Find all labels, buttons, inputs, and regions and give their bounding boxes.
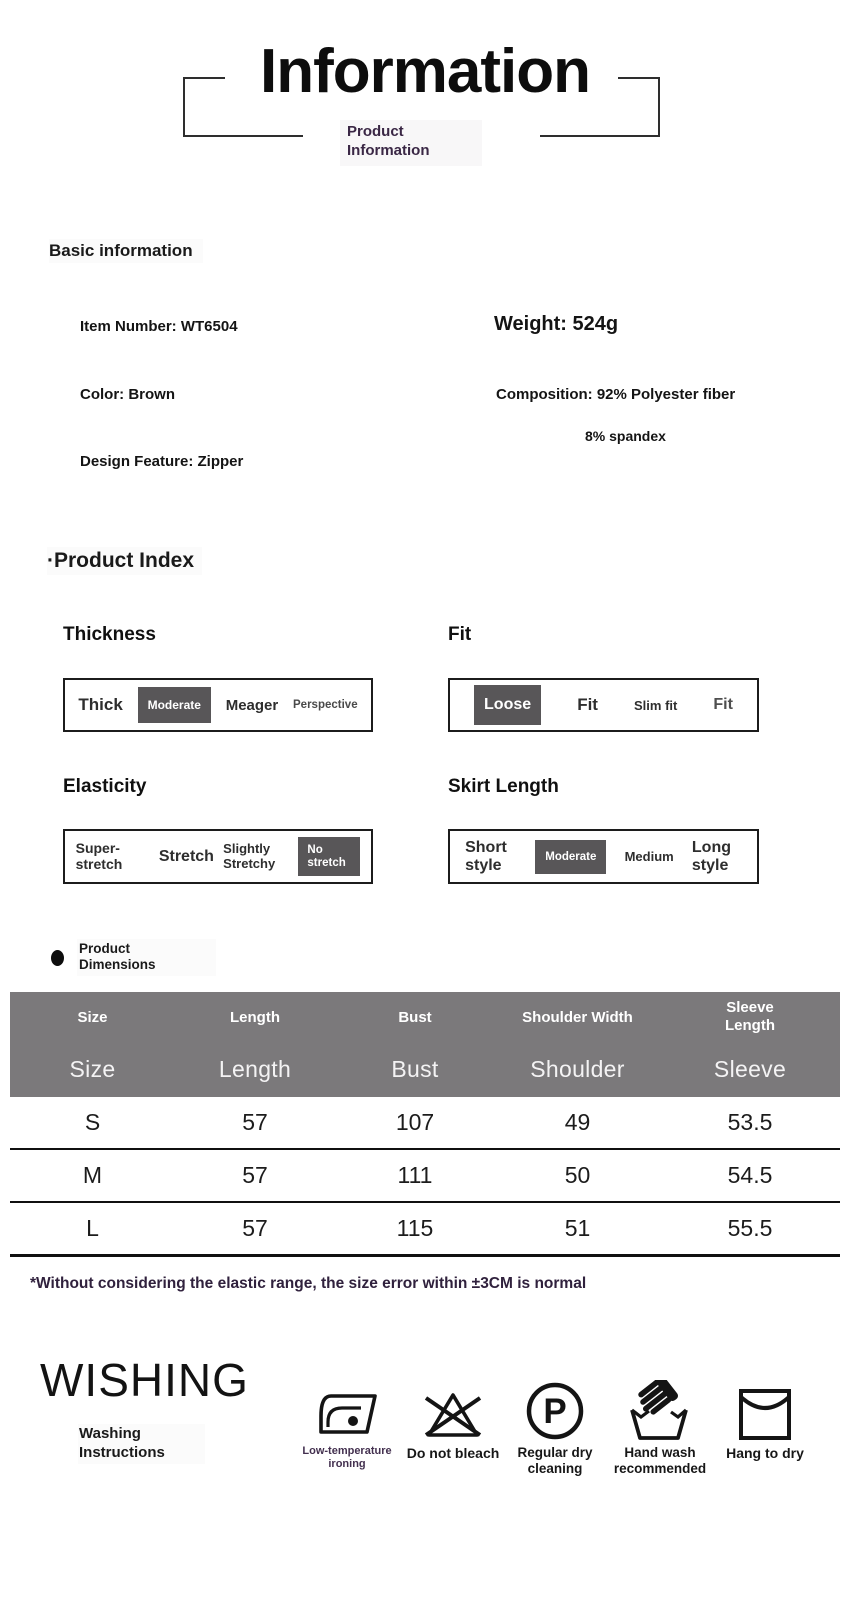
- care-label: Hang to dry: [726, 1445, 804, 1461]
- table-header-cell: Size: [77, 1008, 108, 1026]
- table-cell: 115: [396, 1215, 434, 1241]
- title-bracket-right-top: [618, 77, 660, 79]
- thickness-option: Perspective: [293, 699, 358, 711]
- title-bracket-left-top: [183, 77, 225, 79]
- table-header-cell: Length: [230, 1008, 280, 1026]
- table-header-cell: [660, 999, 840, 1035]
- weight-value: Weight: 524g: [494, 313, 619, 335]
- table-cell: 53.5: [727, 1109, 773, 1135]
- item-number-value: Item Number: WT6504: [80, 318, 238, 335]
- table-cell: 107: [395, 1109, 435, 1135]
- product-dimensions-heading: [77, 939, 216, 976]
- table-header-cell-text: Sleeve Length: [725, 999, 775, 1034]
- washing-heading-line: Instructions: [79, 1443, 165, 1461]
- fit-scale: [448, 678, 759, 732]
- elasticity-option: Slightly Stretchy: [223, 840, 276, 871]
- care-label: Hand wash recommended: [613, 1445, 707, 1476]
- table-header-cell: Shoulder: [530, 1056, 625, 1082]
- washing-heading-line: Washing: [79, 1425, 141, 1442]
- skirt-length-option: Long style: [691, 838, 731, 874]
- table-cell: 49: [564, 1109, 591, 1135]
- table-header-cell: Shoulder Width: [522, 1008, 633, 1026]
- composition-value-2: 8% spandex: [585, 428, 666, 444]
- elasticity-scale: [63, 829, 373, 884]
- table-cell: M: [82, 1162, 103, 1188]
- skirt-length-option-selected: Moderate: [535, 840, 606, 874]
- care-item-dry-clean: [497, 1358, 613, 1476]
- bullet-icon: [51, 950, 64, 966]
- table-cell: 50: [564, 1162, 591, 1188]
- dimensions-heading-line: Product: [79, 941, 131, 956]
- dimensions-heading-line: Dimensions: [79, 957, 156, 973]
- care-item-bleach: [395, 1358, 511, 1461]
- title-bracket-left-bottom: [183, 135, 303, 137]
- skirt-length-option: Short style: [465, 838, 507, 874]
- dry-clean-letter: P: [543, 1392, 567, 1431]
- subtitle-line: Information: [347, 141, 430, 159]
- basic-information-heading: Basic information: [49, 239, 203, 263]
- size-table: [10, 992, 840, 1257]
- thickness-option: Meager: [225, 696, 279, 714]
- page-subtitle: [340, 120, 482, 166]
- table-cell: 57: [242, 1109, 268, 1135]
- skirt-length-option: Medium: [624, 849, 674, 864]
- iron-icon: [314, 1358, 380, 1442]
- fit-title: Fit: [448, 624, 472, 645]
- table-row-size-l: [10, 1201, 840, 1254]
- color-value: Color: Brown: [80, 386, 175, 403]
- care-label: Do not bleach: [406, 1445, 500, 1461]
- elasticity-option: Stretch: [158, 847, 214, 865]
- thickness-title: Thickness: [63, 624, 156, 645]
- hand-wash-icon: [626, 1358, 694, 1442]
- table-cell: S: [84, 1109, 101, 1135]
- table-cell: L: [86, 1215, 99, 1241]
- brand-wordmark: WISHING: [40, 1354, 249, 1406]
- table-cell: 55.5: [727, 1215, 773, 1241]
- design-feature-value: Design Feature: Zipper: [80, 453, 244, 470]
- table-cell: 111: [397, 1162, 433, 1188]
- fit-option-selected: Loose: [474, 685, 541, 725]
- table-cell: 57: [242, 1215, 268, 1241]
- table-header-cell: Size: [69, 1056, 116, 1082]
- table-row-size-s: [10, 1097, 840, 1148]
- table-cell: 57: [242, 1162, 268, 1188]
- skirt-length-scale: [448, 829, 759, 884]
- skirt-length-title: Skirt Length: [448, 776, 559, 797]
- thickness-scale: [63, 678, 373, 732]
- elasticity-option-selected: No stretch: [298, 837, 360, 877]
- title-bracket-right-bottom: [540, 135, 660, 137]
- table-cell: 51: [564, 1215, 591, 1241]
- hang-to-dry-icon: [737, 1358, 793, 1442]
- size-tolerance-note: *Without considering the elastic range, the size error within ±3CM is normal: [30, 1275, 587, 1292]
- thickness-option-selected: Moderate: [138, 687, 211, 723]
- table-header-cell: Bust: [398, 1008, 432, 1026]
- care-label: Regular dry cleaning: [517, 1445, 593, 1476]
- title-bracket-right-vertical: [658, 77, 660, 137]
- care-item-hang-dry: [707, 1358, 823, 1461]
- care-item-hand-wash: [602, 1358, 718, 1476]
- fit-option: Fit: [577, 695, 598, 714]
- product-index-heading: ·Product Index: [47, 547, 202, 575]
- table-header-row-secondary: [10, 1042, 840, 1097]
- dry-clean-icon: [523, 1358, 587, 1442]
- washing-instructions-heading: [78, 1424, 205, 1464]
- care-item-ironing: [289, 1358, 405, 1470]
- table-header-cell: Length: [218, 1056, 292, 1082]
- table-header-cell: Bust: [391, 1056, 439, 1082]
- thickness-option: Thick: [78, 695, 123, 714]
- table-row-size-m: [10, 1148, 840, 1201]
- table-cell: 54.5: [727, 1162, 773, 1188]
- page-title: Information: [260, 37, 590, 106]
- elasticity-title: Elasticity: [63, 776, 147, 797]
- fit-option: Fit: [713, 696, 733, 713]
- subtitle-line: Product: [347, 123, 404, 140]
- table-header-row-primary: [10, 992, 840, 1042]
- composition-value: Composition: 92% Polyester fiber: [496, 386, 736, 403]
- table-header-cell: Sleeve: [713, 1056, 787, 1082]
- elasticity-option: Super-stretch: [75, 839, 123, 872]
- fit-option: Slim fit: [634, 697, 678, 713]
- care-label: Low-temperature ironing: [302, 1445, 392, 1470]
- title-bracket-left-vertical: [183, 77, 185, 137]
- do-not-bleach-icon: [422, 1358, 484, 1442]
